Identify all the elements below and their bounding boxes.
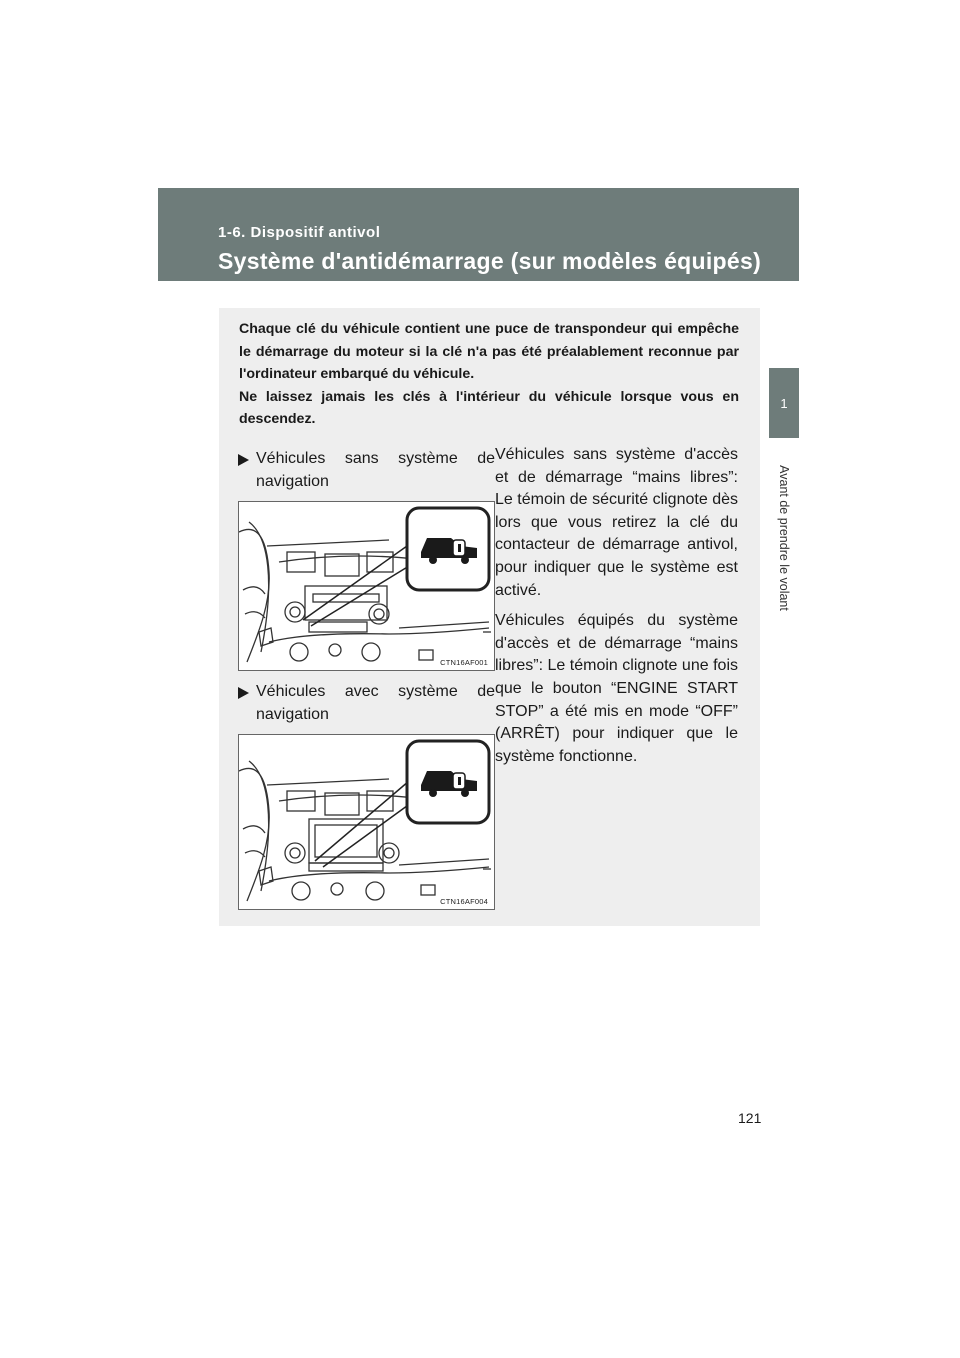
chapter-header bbox=[158, 188, 799, 281]
dashboard-illustration-with-nav bbox=[238, 734, 495, 910]
chapter-number: 1 bbox=[780, 395, 788, 411]
chapter-tab bbox=[769, 368, 799, 438]
triangle-bullet-icon bbox=[238, 454, 249, 466]
content-panel bbox=[219, 308, 760, 926]
figures-column bbox=[238, 448, 495, 910]
figure-heading-with-nav bbox=[238, 681, 495, 726]
intro-paragraph: Chaque clé du véhicule contient une puce de transpondeur qui empêche le démarrage du moteur si la clé n'a pas été préalablement reconnue par l'ordinateur embarqué du véhicule. bbox=[239, 321, 739, 382]
figure-code: CTN16AF001 bbox=[440, 658, 488, 668]
dashboard-drawing bbox=[239, 502, 494, 670]
section-label: 1-6. Dispositif antivol bbox=[218, 224, 381, 241]
description-without-smart-key: Véhicules sans système d'accès et de démarrage “mains libres”: Le témoin de sécurité clignote dès lors que vous retirez la clé du contacteur de démarrage antivol, pour indiquer que le système est activé. bbox=[495, 446, 738, 599]
intro-warning: Ne laissez jamais les clés à l'intérieur du véhicule lorsque vous en descendez. bbox=[239, 388, 739, 427]
figure-code: CTN16AF004 bbox=[440, 897, 488, 907]
page-title: Système d'antidémarrage (sur modèles équipés) bbox=[218, 248, 762, 274]
chapter-side-label bbox=[770, 450, 798, 625]
description-column bbox=[495, 444, 738, 776]
description-with-smart-key: Véhicules équipés du système d'accès et de démarrage “mains libres”: Le témoin clignote une fois que le bouton “ENGINE START STOP” a été mis en mode “OFF” (ARRÊT) pour indiquer que le système fonctionne. bbox=[495, 612, 738, 765]
triangle-bullet-icon bbox=[238, 687, 249, 699]
figure-heading-text: Véhicules avec système de navigation bbox=[256, 683, 495, 723]
dashboard-drawing bbox=[239, 735, 494, 909]
intro-text bbox=[239, 318, 739, 431]
figure-heading-text: Véhicules sans système de navigation bbox=[256, 450, 495, 490]
chapter-label-text: Avant de prendre le volant bbox=[777, 464, 792, 611]
figure-heading-without-nav bbox=[238, 448, 495, 493]
dashboard-illustration-without-nav bbox=[238, 501, 495, 671]
page-number: 121 bbox=[738, 1110, 762, 1126]
